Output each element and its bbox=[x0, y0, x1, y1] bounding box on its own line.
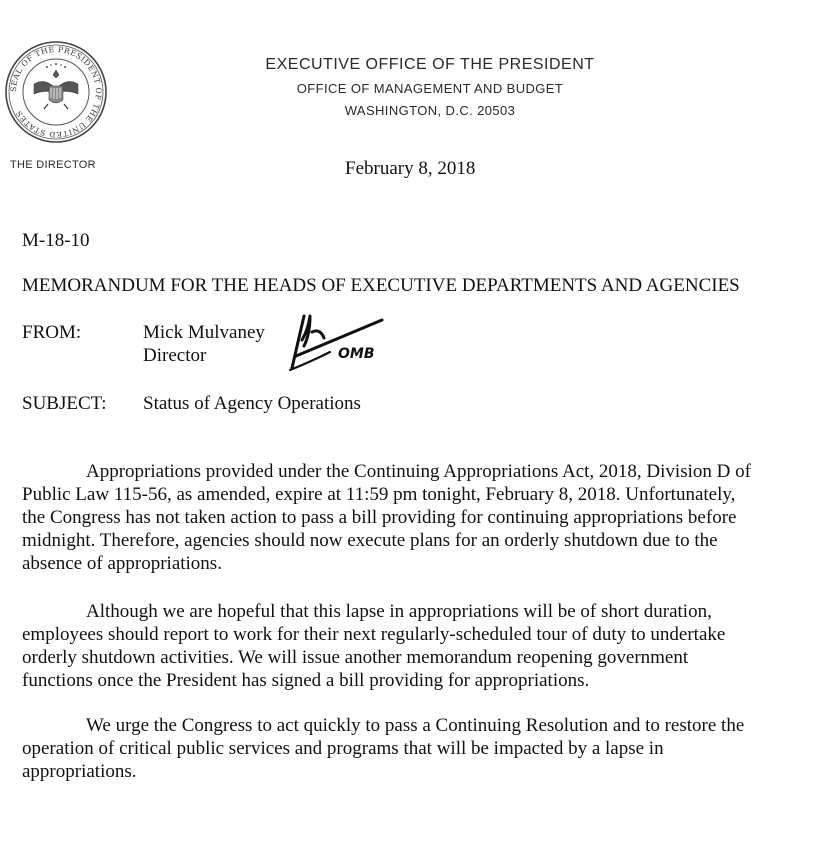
presidential-seal-icon bbox=[4, 40, 108, 144]
paragraph-line: orderly shutdown activities. We will issue another memorandum reopening government bbox=[22, 647, 689, 668]
seal-lettering: SEAL OF THE PRESIDENT OF THE UNITED STATES bbox=[8, 44, 104, 140]
memo-number: M-18-10 bbox=[22, 230, 90, 251]
sender-label: THE DIRECTOR bbox=[10, 159, 96, 171]
letterhead-office: OFFICE OF MANAGEMENT AND BUDGET bbox=[296, 81, 564, 96]
from-name: Mick Mulvaney bbox=[143, 322, 265, 343]
paragraph-line: We urge the Congress to act quickly to pass a Continuing Resolution and to restore the bbox=[86, 715, 745, 736]
paragraph-line: appropriations. bbox=[22, 761, 137, 782]
paragraph-line: employees should report to work for their next regularly-scheduled tour of duty to undertake bbox=[22, 624, 726, 645]
signature-icon bbox=[282, 306, 392, 376]
paragraph-line: Although we are hopeful that this lapse in appropriations will be of short duration, bbox=[86, 601, 712, 622]
paragraph-line: absence of appropriations. bbox=[22, 553, 222, 574]
paragraph-line: midnight. Therefore, agencies should now execute plans for an orderly shutdown due to the bbox=[22, 530, 718, 551]
paragraph-line: operation of critical public services and programs that will be impacted by a lapse in bbox=[22, 738, 664, 759]
subject-label: SUBJECT: bbox=[22, 393, 107, 414]
memo-date: February 8, 2018 bbox=[345, 158, 476, 179]
paragraph-line: functions once the President has signed a bill providing for appropriations. bbox=[22, 670, 590, 691]
signature-initials: OMB bbox=[338, 346, 375, 362]
paragraph-line: Appropriations provided under the Continuing Appropriations Act, 2018, Division D of bbox=[86, 461, 751, 482]
paragraph-line: Public Law 115-56, as amended, expire at 11:59 pm tonight, February 8, 2018. Unfortunately, bbox=[22, 484, 736, 505]
memo-addressee: MEMORANDUM FOR THE HEADS OF EXECUTIVE DEPARTMENTS AND AGENCIES bbox=[22, 275, 740, 296]
letterhead-agency: EXECUTIVE OFFICE OF THE PRESIDENT bbox=[265, 56, 595, 73]
body-paragraph-1 bbox=[22, 460, 822, 575]
from-label: FROM: bbox=[22, 322, 82, 343]
paragraph-line: the Congress has not taken action to pass a bill providing for continuing appropriations before bbox=[22, 507, 737, 528]
subject-text: Status of Agency Operations bbox=[143, 393, 361, 414]
body-paragraph-2 bbox=[22, 600, 822, 692]
from-title: Director bbox=[143, 345, 207, 366]
body-paragraph-3 bbox=[22, 714, 822, 783]
letterhead-address: WASHINGTON, D.C. 20503 bbox=[344, 103, 516, 118]
